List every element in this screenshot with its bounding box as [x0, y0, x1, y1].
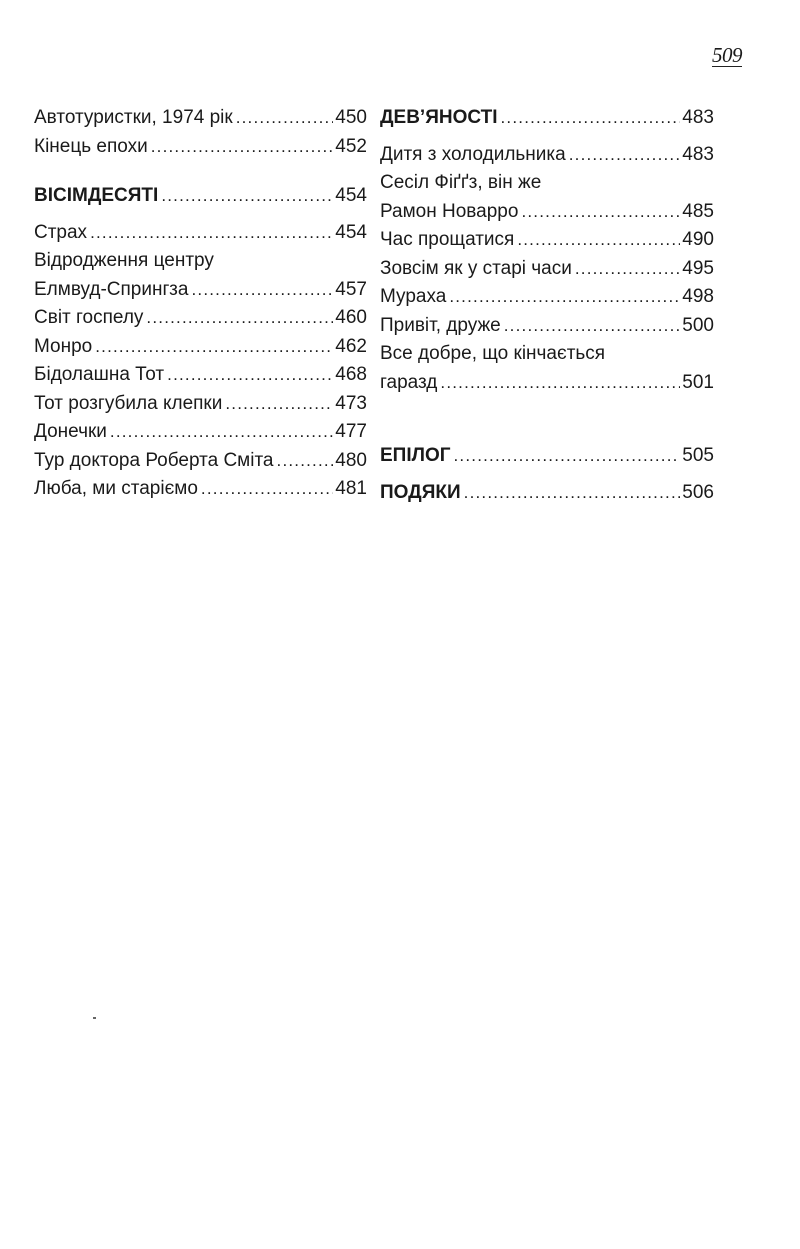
- dot-leader: [464, 479, 681, 508]
- toc-entry-page: 473: [335, 392, 367, 414]
- dot-leader: [146, 304, 333, 333]
- dot-leader: [191, 276, 333, 305]
- toc-entry-title: Рамон Новарро: [380, 200, 519, 222]
- toc-entry-page: 452: [335, 135, 367, 157]
- toc-entry-page: 477: [335, 421, 367, 442]
- toc-section-title: ДЕВ’ЯНОСТІ: [380, 107, 498, 128]
- toc-entry-title: Дитя з холодильника: [380, 143, 566, 165]
- toc-entry-title: гаразд: [380, 371, 438, 393]
- toc-entry-title-line1: Відродження центру: [34, 250, 214, 271]
- toc-entry: [34, 361, 367, 390]
- toc-entry-title: Бідолашна Тот: [34, 364, 165, 385]
- toc-entry-page: 450: [335, 107, 367, 128]
- print-speck: [93, 1017, 96, 1019]
- toc-section-heading: [380, 479, 714, 508]
- toc-entry-title-line1: Все добре, що кінчається: [380, 343, 606, 364]
- dot-leader: [454, 442, 681, 471]
- dot-leader: [151, 133, 334, 162]
- dot-leader: [449, 283, 680, 312]
- toc-entry-page: 483: [682, 143, 714, 165]
- toc-section-title: ПОДЯКИ: [380, 481, 461, 503]
- toc-entry-title: Автотуристки, 1974 рік: [34, 107, 233, 128]
- toc-entry-page: 483: [682, 107, 714, 128]
- toc-entry-title: Тур доктора Роберта Сміта: [34, 449, 274, 471]
- dot-leader: [440, 369, 680, 398]
- toc-entry: [34, 104, 367, 133]
- dot-leader: [521, 198, 680, 227]
- toc-entry: [380, 255, 714, 284]
- toc-entry: [34, 390, 367, 419]
- toc-entry-title: Привіт, друже: [380, 314, 501, 336]
- toc-entry: [34, 418, 367, 447]
- toc-entry-page: 485: [682, 200, 714, 222]
- toc-section-title: ВІСІМДЕСЯТІ: [34, 185, 159, 206]
- toc-entry: [380, 283, 714, 312]
- dot-leader: [161, 182, 333, 211]
- toc-entry: [34, 304, 367, 333]
- toc-entry-title: Кінець епохи: [34, 135, 148, 157]
- toc-entry: [380, 369, 714, 398]
- toc-entry-page: 490: [682, 229, 714, 250]
- toc-entry-title: Монро: [34, 335, 93, 357]
- toc-entry: [34, 219, 367, 248]
- toc-entry-page: 457: [335, 278, 367, 300]
- dot-leader: [501, 104, 681, 133]
- dot-leader: [90, 219, 333, 248]
- toc-entry-title: Донечки: [34, 421, 107, 442]
- toc-entry: [380, 198, 714, 227]
- toc-entry-page: 454: [335, 221, 367, 243]
- toc-entry-title: Світ госпелу: [34, 307, 144, 328]
- toc-entry-title: Страх: [34, 221, 88, 243]
- toc-entry-page: 506: [682, 481, 714, 503]
- toc-entry: [380, 141, 714, 170]
- toc-entry: [34, 475, 367, 504]
- toc-entry-title: Час прощатися: [380, 229, 515, 250]
- toc-entry-title: Тот розгубила клепки: [34, 392, 223, 414]
- toc-entry-page: 462: [335, 335, 367, 357]
- toc-entry-page: 505: [682, 445, 714, 466]
- toc-right-column: [380, 104, 714, 507]
- toc-left-column: [34, 104, 367, 504]
- page-number: 509: [712, 43, 742, 67]
- toc-section-heading: [380, 442, 714, 471]
- dot-leader: [504, 312, 681, 341]
- dot-leader: [95, 333, 333, 362]
- toc-entry-title: Люба, ми старіємо: [34, 478, 198, 499]
- toc-section-heading: [380, 104, 714, 133]
- toc-entry-page: 460: [335, 307, 367, 328]
- toc-entry: [34, 333, 367, 362]
- dot-leader: [575, 255, 680, 284]
- toc-entry: [34, 447, 367, 476]
- toc-entry-page: 500: [682, 314, 714, 336]
- toc-entry-page: 481: [335, 478, 367, 499]
- toc-entry-title: Зовсім як у старі часи: [380, 257, 572, 279]
- dot-leader: [110, 418, 333, 447]
- toc-section-title: ЕПІЛОГ: [380, 445, 451, 466]
- toc-entry-title: Елмвуд-Спрингза: [34, 278, 189, 300]
- dot-leader: [225, 390, 333, 419]
- toc-entry: [34, 133, 367, 162]
- toc-entry-page: 480: [335, 449, 367, 471]
- toc-entry: [380, 312, 714, 341]
- toc-entry: [34, 276, 367, 305]
- toc-entry: [380, 226, 714, 255]
- dot-leader: [277, 447, 334, 476]
- toc-entry-page: 498: [682, 286, 714, 307]
- toc-entry-title: Мураха: [380, 286, 447, 307]
- toc-entry-page: 468: [335, 364, 367, 385]
- toc-entry-page: 495: [682, 257, 714, 279]
- dot-leader: [569, 141, 681, 170]
- dot-leader: [167, 361, 333, 390]
- toc-section-heading: [34, 182, 367, 211]
- toc-entry-title-line1: Сесіл Фіґґз, він же: [380, 172, 542, 193]
- dot-leader: [517, 226, 680, 255]
- toc-entry-page: 501: [682, 371, 714, 393]
- dot-leader: [236, 104, 334, 133]
- dot-leader: [201, 475, 333, 504]
- toc-entry-page: 454: [335, 185, 367, 206]
